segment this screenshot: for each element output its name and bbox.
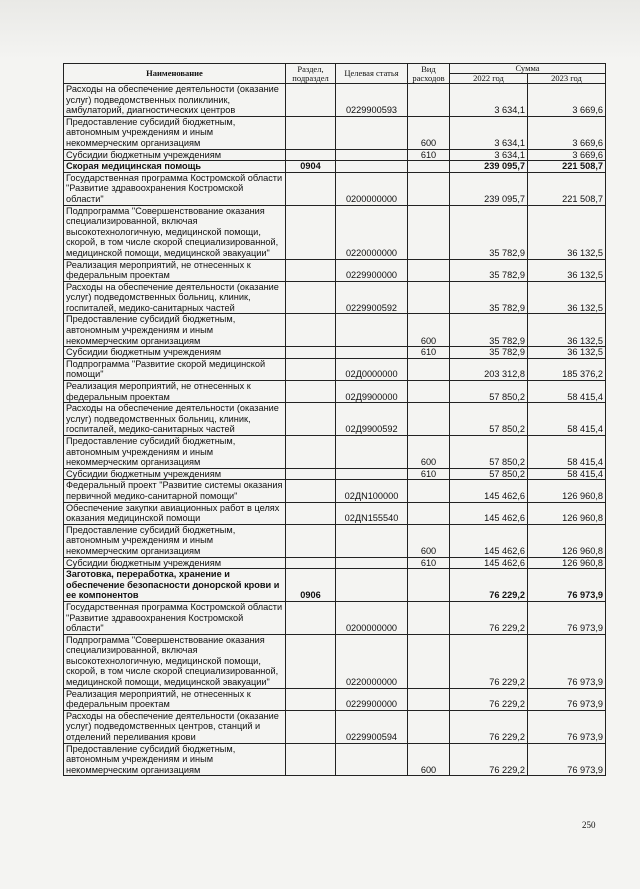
row-target <box>336 161 408 173</box>
table-row <box>64 557 606 569</box>
table-row <box>64 172 606 205</box>
row-target: 02Д0000000 <box>336 358 408 380</box>
row-section <box>286 403 336 436</box>
row-target: 0220000000 <box>336 634 408 688</box>
row-sum-2022: 145 462,6 <box>450 480 528 502</box>
table-row <box>64 502 606 524</box>
row-target: 0229900000 <box>336 259 408 281</box>
row-section <box>286 480 336 502</box>
row-sum-2023: 36 132,5 <box>528 347 606 359</box>
row-section <box>286 84 336 117</box>
row-kind <box>408 381 450 403</box>
header-sum: Сумма <box>450 64 606 74</box>
row-section <box>286 281 336 314</box>
row-sum-2023: 221 508,7 <box>528 161 606 173</box>
header-year-2023: 2023 год <box>528 74 606 84</box>
row-name: Реализация мероприятий, не отнесенных к федеральным проектам <box>64 381 286 403</box>
row-sum-2023: 221 508,7 <box>528 172 606 205</box>
table-body <box>64 84 606 776</box>
header-target: Целевая статья <box>336 64 408 84</box>
row-kind: 600 <box>408 436 450 469</box>
row-name: Субсидии бюджетным учреждениям <box>64 347 286 359</box>
row-name: Скорая медицинская помощь <box>64 161 286 173</box>
row-section <box>286 557 336 569</box>
table-row <box>64 524 606 557</box>
row-name: Расходы на обеспечение деятельности (оказание услуг) подведомственных больниц, клиник, госпиталей, медико-санитарных частей <box>64 403 286 436</box>
row-target: 0200000000 <box>336 172 408 205</box>
row-kind: 610 <box>408 557 450 569</box>
row-target: 0220000000 <box>336 205 408 259</box>
row-kind <box>408 569 450 602</box>
row-sum-2022: 35 782,9 <box>450 281 528 314</box>
row-name: Субсидии бюджетным учреждениям <box>64 468 286 480</box>
row-sum-2023: 76 973,9 <box>528 601 606 634</box>
row-sum-2022: 57 850,2 <box>450 436 528 469</box>
row-name: Субсидии бюджетным учреждениям <box>64 149 286 161</box>
row-kind <box>408 601 450 634</box>
row-name: Подпрограмма "Совершенствование оказания специализированной, включая высокотехнологичную, медицинской помощи, скорой, в том числе скорой специализированной, медицинской помощи, медицинской эвакуации" <box>64 205 286 259</box>
row-name: Субсидии бюджетным учреждениям <box>64 557 286 569</box>
row-name: Заготовка, переработка, хранение и обеспечение безопасности донорской крови и ее компонентов <box>64 569 286 602</box>
table-row <box>64 358 606 380</box>
row-sum-2022: 76 229,2 <box>450 601 528 634</box>
table-row <box>64 743 606 776</box>
row-target <box>336 314 408 347</box>
row-name: Предоставление субсидий бюджетным, автономным учреждениям и иным некоммерческим организациям <box>64 436 286 469</box>
row-section <box>286 381 336 403</box>
row-section: 0904 <box>286 161 336 173</box>
budget-table <box>63 63 606 776</box>
row-name: Расходы на обеспечение деятельности (оказание услуг) подведомственных поликлиник, амбулаторий, диагностических центров <box>64 84 286 117</box>
row-section <box>286 710 336 743</box>
row-section <box>286 743 336 776</box>
header-name: Наименование <box>64 64 286 84</box>
table-row <box>64 314 606 347</box>
row-kind: 600 <box>408 116 450 149</box>
row-kind <box>408 480 450 502</box>
page-number: 250 <box>582 820 596 830</box>
table-row <box>64 436 606 469</box>
row-sum-2023: 58 415,4 <box>528 381 606 403</box>
header-kind: Вид расходов <box>408 64 450 84</box>
row-section <box>286 524 336 557</box>
row-sum-2023: 36 132,5 <box>528 259 606 281</box>
row-kind <box>408 281 450 314</box>
row-sum-2023: 126 960,8 <box>528 502 606 524</box>
table-row <box>64 347 606 359</box>
row-target: 0229900592 <box>336 281 408 314</box>
row-kind <box>408 710 450 743</box>
row-name: Предоставление субсидий бюджетным, автономным учреждениям и иным некоммерческим организациям <box>64 116 286 149</box>
row-sum-2022: 35 782,9 <box>450 259 528 281</box>
row-sum-2023: 185 376,2 <box>528 358 606 380</box>
row-section <box>286 314 336 347</box>
row-name: Предоставление субсидий бюджетным, автономным учреждениям и иным некоммерческим организациям <box>64 314 286 347</box>
row-sum-2023: 76 973,9 <box>528 569 606 602</box>
row-kind: 610 <box>408 149 450 161</box>
row-sum-2022: 3 634,1 <box>450 116 528 149</box>
table-row <box>64 468 606 480</box>
row-name: Федеральный проект "Развитие системы оказания первичной медико-санитарной помощи" <box>64 480 286 502</box>
row-section <box>286 634 336 688</box>
row-sum-2023: 126 960,8 <box>528 480 606 502</box>
row-target: 0229900593 <box>336 84 408 117</box>
row-sum-2022: 3 634,1 <box>450 84 528 117</box>
row-sum-2022: 145 462,6 <box>450 557 528 569</box>
row-target <box>336 569 408 602</box>
row-target: 0229900594 <box>336 710 408 743</box>
table-row <box>64 634 606 688</box>
table-row <box>64 205 606 259</box>
table-row <box>64 149 606 161</box>
row-section <box>286 436 336 469</box>
row-sum-2022: 3 634,1 <box>450 149 528 161</box>
row-target <box>336 743 408 776</box>
row-sum-2023: 76 973,9 <box>528 634 606 688</box>
row-target: 02Д9900000 <box>336 381 408 403</box>
row-target <box>336 524 408 557</box>
table-row <box>64 281 606 314</box>
row-sum-2023: 3 669,6 <box>528 149 606 161</box>
row-kind: 600 <box>408 743 450 776</box>
header-section: Раздел, подраздел <box>286 64 336 84</box>
row-target: 02Д9900592 <box>336 403 408 436</box>
row-sum-2022: 35 782,9 <box>450 314 528 347</box>
row-kind <box>408 172 450 205</box>
row-sum-2023: 3 669,6 <box>528 116 606 149</box>
row-section <box>286 468 336 480</box>
row-section <box>286 205 336 259</box>
table-row <box>64 381 606 403</box>
row-sum-2022: 57 850,2 <box>450 468 528 480</box>
row-section <box>286 688 336 710</box>
row-sum-2022: 76 229,2 <box>450 743 528 776</box>
row-name: Предоставление субсидий бюджетным, автономным учреждениям и иным некоммерческим организациям <box>64 524 286 557</box>
row-section <box>286 259 336 281</box>
row-sum-2022: 35 782,9 <box>450 347 528 359</box>
row-sum-2023: 76 973,9 <box>528 710 606 743</box>
row-name: Государственная программа Костромской области "Развитие здравоохранения Костромской области" <box>64 172 286 205</box>
row-sum-2022: 76 229,2 <box>450 688 528 710</box>
table-row <box>64 480 606 502</box>
row-target: 0200000000 <box>336 601 408 634</box>
row-target <box>336 436 408 469</box>
row-sum-2022: 145 462,6 <box>450 524 528 557</box>
row-kind <box>408 161 450 173</box>
row-target <box>336 468 408 480</box>
row-target <box>336 557 408 569</box>
row-sum-2022: 76 229,2 <box>450 710 528 743</box>
row-sum-2023: 58 415,4 <box>528 403 606 436</box>
row-sum-2023: 58 415,4 <box>528 468 606 480</box>
row-name: Обеспечение закупки авиационных работ в целях оказания медицинской помощи <box>64 502 286 524</box>
row-sum-2022: 57 850,2 <box>450 403 528 436</box>
row-kind <box>408 688 450 710</box>
scan-top-shading <box>0 0 640 60</box>
row-sum-2022: 76 229,2 <box>450 569 528 602</box>
row-kind <box>408 634 450 688</box>
table-row <box>64 688 606 710</box>
row-kind <box>408 205 450 259</box>
table-row <box>64 161 606 173</box>
row-kind: 600 <box>408 524 450 557</box>
row-kind <box>408 358 450 380</box>
row-name: Подпрограмма "Совершенствование оказания специализированной, включая высокотехнологичную, медицинской помощи, скорой, в том числе скорой специализированной, медицинской помощи, медицинской эвакуации" <box>64 634 286 688</box>
row-kind <box>408 84 450 117</box>
row-name: Подпрограмма "Развитие скорой медицинской помощи" <box>64 358 286 380</box>
row-sum-2023: 126 960,8 <box>528 557 606 569</box>
row-sum-2022: 239 095,7 <box>450 172 528 205</box>
row-sum-2022: 35 782,9 <box>450 205 528 259</box>
row-kind: 610 <box>408 468 450 480</box>
row-sum-2023: 58 415,4 <box>528 436 606 469</box>
table-row <box>64 116 606 149</box>
row-section <box>286 358 336 380</box>
row-target <box>336 149 408 161</box>
row-section <box>286 172 336 205</box>
row-target: 02ДN100000 <box>336 480 408 502</box>
row-kind <box>408 403 450 436</box>
row-target: 02ДN155540 <box>336 502 408 524</box>
row-sum-2022: 145 462,6 <box>450 502 528 524</box>
row-kind: 600 <box>408 314 450 347</box>
row-section <box>286 601 336 634</box>
row-sum-2023: 76 973,9 <box>528 743 606 776</box>
row-sum-2022: 239 095,7 <box>450 161 528 173</box>
table-row <box>64 403 606 436</box>
table-row <box>64 569 606 602</box>
row-kind <box>408 259 450 281</box>
row-section: 0906 <box>286 569 336 602</box>
row-target: 0229900000 <box>336 688 408 710</box>
row-name: Реализация мероприятий, не отнесенных к федеральным проектам <box>64 688 286 710</box>
row-sum-2022: 76 229,2 <box>450 634 528 688</box>
table-row <box>64 710 606 743</box>
row-section <box>286 347 336 359</box>
row-kind: 610 <box>408 347 450 359</box>
table-row <box>64 601 606 634</box>
row-section <box>286 502 336 524</box>
header-year-2022: 2022 год <box>450 74 528 84</box>
row-sum-2023: 36 132,5 <box>528 281 606 314</box>
table-row <box>64 259 606 281</box>
row-target <box>336 116 408 149</box>
row-name: Государственная программа Костромской области "Развитие здравоохранения Костромской области" <box>64 601 286 634</box>
row-kind <box>408 502 450 524</box>
table-row <box>64 84 606 117</box>
row-sum-2023: 76 973,9 <box>528 688 606 710</box>
row-sum-2023: 3 669,6 <box>528 84 606 117</box>
row-name: Расходы на обеспечение деятельности (оказание услуг) подведомственных центров, станций и отделений переливания крови <box>64 710 286 743</box>
row-sum-2023: 36 132,5 <box>528 205 606 259</box>
row-sum-2023: 126 960,8 <box>528 524 606 557</box>
row-target <box>336 347 408 359</box>
row-section <box>286 149 336 161</box>
row-sum-2022: 203 312,8 <box>450 358 528 380</box>
row-sum-2023: 36 132,5 <box>528 314 606 347</box>
row-section <box>286 116 336 149</box>
row-sum-2022: 57 850,2 <box>450 381 528 403</box>
row-name: Реализация мероприятий, не отнесенных к федеральным проектам <box>64 259 286 281</box>
row-name: Расходы на обеспечение деятельности (оказание услуг) подведомственных больниц, клиник, госпиталей, медико-санитарных частей <box>64 281 286 314</box>
row-name: Предоставление субсидий бюджетным, автономным учреждениям и иным некоммерческим организациям <box>64 743 286 776</box>
